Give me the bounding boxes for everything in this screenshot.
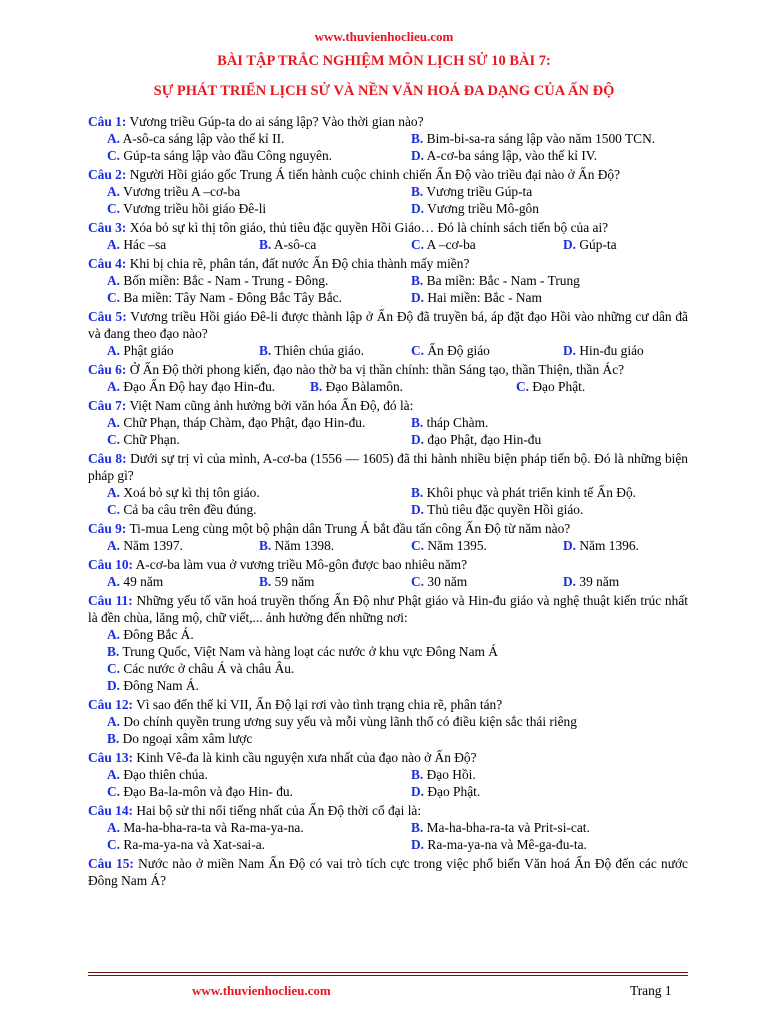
- answer-options: [88, 626, 688, 694]
- question-text: Việt Nam cũng ảnh hưởng bởi văn hóa Ấn Độ, đó là:: [129, 398, 414, 413]
- site-header-link[interactable]: www.thuvienhoclieu.com: [314, 29, 454, 44]
- answer-option[interactable]: [107, 660, 294, 677]
- question-text-line: [88, 166, 688, 183]
- question-text: A-cơ-ba làm vua ở vương triều Mô-gôn được bao nhiêu năm?: [135, 557, 468, 572]
- answer-option-letter: C.: [107, 661, 121, 676]
- answer-option-letter: D.: [563, 343, 577, 358]
- answer-option[interactable]: [107, 713, 577, 730]
- question-text-line: [88, 749, 688, 766]
- answer-option[interactable]: [516, 378, 585, 395]
- answer-option[interactable]: [411, 342, 563, 359]
- answer-options: [88, 414, 688, 448]
- question-text-line: [88, 397, 688, 414]
- answer-option-text: Đạo Hồi.: [426, 767, 476, 782]
- question-item: [88, 450, 688, 518]
- question-number: Câu 6:: [88, 362, 127, 377]
- answer-option-text: Phật giáo: [123, 343, 174, 358]
- answer-option-letter: C.: [411, 237, 425, 252]
- question-item: [88, 592, 688, 694]
- question-list: [88, 113, 688, 891]
- answer-option-letter: D.: [411, 837, 425, 852]
- answer-row: [107, 660, 688, 677]
- answer-option-text: A –cơ-ba: [426, 237, 476, 252]
- answer-option[interactable]: [107, 200, 411, 217]
- question-number: Câu 15:: [88, 856, 134, 871]
- answer-option-letter: B.: [259, 343, 272, 358]
- answer-option-text: Chữ Phạn.: [123, 432, 180, 447]
- question-text: Ti-mua Leng cùng một bộ phận dân Trung Á bắt đầu tấn công Ấn Độ từ năm nào?: [129, 521, 571, 536]
- answer-options: [88, 130, 688, 164]
- answer-option[interactable]: [107, 183, 411, 200]
- question-item: [88, 166, 688, 217]
- answer-options: [88, 766, 688, 800]
- question-text-line: [88, 361, 688, 378]
- answer-option-letter: A.: [107, 415, 121, 430]
- answer-option-letter: C.: [107, 432, 121, 447]
- answer-option-text: 39 năm: [579, 574, 620, 589]
- answer-options: [88, 573, 688, 590]
- answer-option[interactable]: [107, 414, 411, 431]
- answer-option-letter: A.: [107, 627, 121, 642]
- answer-option-letter: D.: [563, 574, 577, 589]
- answer-option-letter: C.: [516, 379, 530, 394]
- answer-option-text: Bốn miền: Bắc - Nam - Trung - Đông.: [123, 273, 329, 288]
- answer-option-text: Thiên chúa giáo.: [274, 343, 364, 358]
- answer-row: [107, 713, 688, 730]
- answer-option[interactable]: [411, 836, 587, 853]
- answer-row: [107, 272, 688, 289]
- answer-row: [107, 378, 688, 395]
- footer-site-link[interactable]: www.thuvienhoclieu.com: [192, 983, 331, 998]
- question-item: [88, 520, 688, 554]
- answer-option-letter: B.: [411, 131, 424, 146]
- answer-option[interactable]: [259, 537, 411, 554]
- answer-option-text: Ma-ha-bha-ra-ta và Ra-ma-ya-na.: [123, 820, 304, 835]
- answer-option-text: Hin-đu giáo: [579, 343, 644, 358]
- answer-option[interactable]: [411, 183, 532, 200]
- question-item: [88, 255, 688, 306]
- answer-option-text: Gúp-ta: [579, 237, 617, 252]
- answer-option-letter: B.: [411, 184, 424, 199]
- question-number: Câu 11:: [88, 593, 133, 608]
- answer-option-letter: A.: [107, 485, 121, 500]
- question-item: [88, 397, 688, 448]
- answer-option-text: Đông Bắc Á.: [123, 627, 194, 642]
- answer-option[interactable]: [411, 484, 636, 501]
- question-text-line: [88, 802, 688, 819]
- answer-option[interactable]: [107, 766, 411, 783]
- answer-option-letter: C.: [107, 502, 121, 517]
- answer-row: [107, 484, 688, 501]
- answer-row: [107, 537, 688, 554]
- answer-option-text: Vương triều hồi giáo Đê-li: [123, 201, 267, 216]
- question-number: Câu 2:: [88, 167, 127, 182]
- answer-option-letter: D.: [411, 432, 425, 447]
- page-number: Trang 1: [630, 983, 672, 998]
- answer-option[interactable]: [107, 501, 411, 518]
- answer-row: [107, 342, 688, 359]
- answer-option[interactable]: [411, 819, 590, 836]
- answer-option[interactable]: [107, 342, 259, 359]
- answer-option-letter: D.: [411, 290, 425, 305]
- answer-option[interactable]: [563, 342, 644, 359]
- answer-option-text: Ba miền: Bắc - Nam - Trung: [426, 273, 580, 288]
- answer-row: [107, 836, 688, 853]
- answer-row: [107, 200, 688, 217]
- question-item: [88, 113, 688, 164]
- question-text: Ở Ấn Độ thời phong kiến, đạo nào thờ ba vị thần chính: thần Sáng tạo, thần Thiện, thần Ác?: [129, 362, 625, 377]
- answer-option-letter: B.: [411, 820, 424, 835]
- answer-option-text: Ma-ha-bha-ra-ta và Prit-si-cat.: [426, 820, 590, 835]
- answer-option[interactable]: [310, 378, 516, 395]
- answer-option-text: Đạo Bàlamôn.: [325, 379, 403, 394]
- question-number: Câu 3:: [88, 220, 127, 235]
- answer-option[interactable]: [107, 573, 259, 590]
- answer-option-letter: A.: [107, 237, 121, 252]
- answer-option[interactable]: [411, 130, 655, 147]
- question-text: Vương triều Hồi giáo Đê-li được thành lập ở Ấn Độ đã truyền bá, áp đặt đạo Hồi vào những cư dân đã và đang theo đạo nào?: [88, 309, 688, 341]
- question-text: Kinh Vê-đa là kinh cầu nguyện xưa nhất của đạo nào ở Ấn Độ?: [136, 750, 477, 765]
- answer-options: [88, 378, 688, 395]
- answer-option-text: 30 năm: [427, 574, 468, 589]
- question-text: Hai bộ sử thi nổi tiếng nhất của Ấn Độ thời cổ đại là:: [136, 803, 422, 818]
- answer-option[interactable]: [411, 289, 542, 306]
- answer-option[interactable]: [107, 272, 411, 289]
- question-text-line: [88, 450, 688, 484]
- answer-option[interactable]: [259, 573, 411, 590]
- answer-option-letter: A.: [107, 379, 121, 394]
- answer-option-text: Đạo Phật.: [427, 784, 481, 799]
- answer-option-letter: A.: [107, 343, 121, 358]
- question-text: Những yếu tố văn hoá truyền thống Ấn Độ như Phật giáo và Hin-đu giáo và nghệ thuật kiến trúc nhất là đền chùa, lăng mộ, chữ viết,... ảnh hưởng đến những nơi:: [88, 593, 688, 625]
- answer-option-text: đạo Phật, đạo Hin-đu: [427, 432, 542, 447]
- answer-option[interactable]: [411, 766, 476, 783]
- answer-option-text: Đạo Phật.: [532, 379, 586, 394]
- answer-option-text: Năm 1395.: [427, 538, 487, 553]
- question-item: [88, 361, 688, 395]
- answer-option-letter: A.: [107, 767, 121, 782]
- question-text: Khi bị chia rẽ, phân tán, đất nước Ấn Độ chia thành mấy miền?: [129, 256, 470, 271]
- answer-option-letter: D.: [411, 201, 425, 216]
- answer-option-text: Vương triều A –cơ-ba: [123, 184, 241, 199]
- answer-option-letter: A.: [107, 574, 121, 589]
- answer-option[interactable]: [107, 819, 411, 836]
- answer-option-letter: D.: [411, 502, 425, 517]
- answer-option-text: Xoá bỏ sự kì thị tôn giáo.: [123, 485, 260, 500]
- answer-options: [88, 537, 688, 554]
- answer-option[interactable]: [411, 236, 563, 253]
- answer-option[interactable]: [107, 431, 411, 448]
- answer-option[interactable]: [563, 573, 619, 590]
- answer-option-letter: B.: [310, 379, 323, 394]
- question-number: Câu 10:: [88, 557, 134, 572]
- question-item: [88, 855, 688, 889]
- answer-option-text: Do chính quyền trung ương suy yếu và mỗi vùng lãnh thổ có điều kiện sắc thái riêng: [123, 714, 577, 729]
- answer-options: [88, 484, 688, 518]
- answer-option-letter: B.: [411, 485, 424, 500]
- answer-row: [107, 236, 688, 253]
- answer-option-text: A-cơ-ba sáng lập, vào thế kỉ IV.: [426, 148, 598, 163]
- answer-row: [107, 501, 688, 518]
- answer-option-text: tháp Chàm.: [426, 415, 489, 430]
- answer-option-text: Vương triều Gúp-ta: [426, 184, 533, 199]
- answer-option-letter: B.: [107, 644, 120, 659]
- answer-option-text: A-sô-ca: [273, 237, 317, 252]
- answer-option[interactable]: [107, 730, 252, 747]
- question-item: [88, 696, 688, 747]
- answer-option-letter: B.: [411, 273, 424, 288]
- answer-option[interactable]: [107, 643, 498, 660]
- answer-row: [107, 626, 688, 643]
- answer-option[interactable]: [411, 147, 597, 164]
- footer-divider: [88, 972, 688, 976]
- answer-option-letter: B.: [259, 538, 272, 553]
- answer-option-letter: D.: [563, 237, 577, 252]
- question-text-line: [88, 113, 688, 130]
- answer-option-text: Đạo Ấn Độ hay đạo Hin-đu.: [123, 379, 276, 394]
- question-text-line: [88, 308, 688, 342]
- answer-option-text: Ba miền: Tây Nam - Đông Bắc Tây Bắc.: [123, 290, 342, 305]
- answer-option[interactable]: [411, 537, 563, 554]
- answer-option-text: Bim-bi-sa-ra sáng lập vào năm 1500 TCN.: [426, 131, 656, 146]
- answer-option[interactable]: [107, 677, 199, 694]
- question-text-line: [88, 592, 688, 626]
- answer-option-text: Hác –sa: [123, 237, 167, 252]
- question-text-line: [88, 855, 688, 889]
- question-text: Dưới sự trị vì của mình, A-cơ-ba (1556 — 1605) đã thi hành nhiều biện pháp tiến bộ. Đó là những biện pháp gì?: [88, 451, 688, 483]
- answer-option[interactable]: [107, 484, 411, 501]
- question-item: [88, 556, 688, 590]
- answer-options: [88, 713, 688, 747]
- answer-option-letter: B.: [411, 767, 424, 782]
- answer-option[interactable]: [411, 414, 488, 431]
- answer-row: [107, 147, 688, 164]
- answer-option-letter: C.: [411, 574, 425, 589]
- answer-option-letter: D.: [411, 784, 425, 799]
- answer-option-letter: A.: [107, 273, 121, 288]
- answer-option[interactable]: [107, 130, 411, 147]
- answer-option[interactable]: [411, 783, 480, 800]
- answer-row: [107, 783, 688, 800]
- question-item: [88, 219, 688, 253]
- answer-option[interactable]: [411, 431, 541, 448]
- answer-option-letter: C.: [107, 784, 121, 799]
- answer-option[interactable]: [107, 836, 411, 853]
- answer-options: [88, 272, 688, 306]
- question-number: Câu 14:: [88, 803, 134, 818]
- question-number: Câu 13:: [88, 750, 134, 765]
- answer-option[interactable]: [107, 783, 411, 800]
- answer-option[interactable]: [107, 289, 411, 306]
- answer-row: [107, 431, 688, 448]
- answer-option-text: Trung Quốc, Việt Nam và hàng loạt các nước ở khu vực Đông Nam Á: [122, 644, 498, 659]
- answer-option[interactable]: [563, 537, 639, 554]
- answer-option-letter: C.: [107, 837, 121, 852]
- answer-option-letter: B.: [411, 415, 424, 430]
- answer-option-text: Vương triều Mô-gôn: [427, 201, 539, 216]
- answer-option[interactable]: [107, 626, 194, 643]
- answer-option[interactable]: [107, 537, 259, 554]
- answer-option-text: Năm 1396.: [579, 538, 639, 553]
- answer-option-text: Các nước ở châu Á và châu Âu.: [123, 661, 295, 676]
- answer-row: [107, 766, 688, 783]
- question-item: [88, 802, 688, 853]
- question-text-line: [88, 219, 688, 236]
- answer-option-letter: C.: [107, 201, 121, 216]
- answer-option-text: Ấn Độ giáo: [427, 343, 490, 358]
- question-text: Vương triều Gúp-ta do ai sáng lập? Vào thời gian nào?: [129, 114, 424, 129]
- answer-option-text: Khôi phục và phát triển kinh tế Ấn Độ.: [426, 485, 637, 500]
- question-number: Câu 4:: [88, 256, 127, 271]
- answer-option-letter: A.: [107, 131, 121, 146]
- answer-option-text: Năm 1398.: [274, 538, 335, 553]
- answer-row: [107, 289, 688, 306]
- answer-row: [107, 183, 688, 200]
- question-text: Xóa bỏ sự kì thị tôn giáo, thủ tiêu đặc quyền Hồi Giáo… Đó là chính sách tiến bộ của ai?: [129, 220, 609, 235]
- answer-option-text: Do ngoại xâm xâm lược: [122, 731, 253, 746]
- answer-row: [107, 643, 688, 660]
- answer-option[interactable]: [259, 236, 411, 253]
- answer-option-letter: B.: [107, 731, 120, 746]
- answer-option-text: Cả ba câu trên đều đúng.: [123, 502, 257, 517]
- question-number: Câu 8:: [88, 451, 127, 466]
- answer-option[interactable]: [107, 378, 310, 395]
- answer-option-text: Gúp-ta sáng lập vào đầu Công nguyên.: [123, 148, 333, 163]
- answer-option[interactable]: [411, 501, 583, 518]
- answer-row: [107, 414, 688, 431]
- answer-row: [107, 819, 688, 836]
- answer-option-letter: C.: [107, 148, 121, 163]
- answer-option-text: Ra-ma-ya-na và Mê-ga-đu-ta.: [427, 837, 587, 852]
- answer-option-letter: A.: [107, 820, 121, 835]
- answer-option-text: A-sô-ca sáng lập vào thế kỉ II.: [122, 131, 285, 146]
- answer-row: [107, 130, 688, 147]
- answer-option-text: Đạo Ba-la-môn và đạo Hin- đu.: [123, 784, 293, 799]
- question-text-line: [88, 255, 688, 272]
- answer-options: [88, 819, 688, 853]
- answer-row: [107, 677, 688, 694]
- answer-option-letter: C.: [411, 538, 425, 553]
- answer-options: [88, 183, 688, 217]
- question-number: Câu 5:: [88, 309, 127, 324]
- answer-options: [88, 236, 688, 253]
- answer-option-letter: D.: [411, 148, 425, 163]
- question-item: [88, 749, 688, 800]
- document-title: BÀI TẬP TRẮC NGHIỆM MÔN LỊCH SỬ 10 BÀI 7:: [217, 53, 551, 69]
- question-number: Câu 9:: [88, 521, 127, 536]
- answer-option-letter: A.: [107, 538, 121, 553]
- answer-option-text: 59 năm: [274, 574, 315, 589]
- answer-row: [107, 730, 688, 747]
- question-number: Câu 12:: [88, 697, 134, 712]
- answer-option-text: Ra-ma-ya-na và Xat-sai-a.: [123, 837, 266, 852]
- answer-option-letter: A.: [107, 184, 121, 199]
- question-text: Vì sao đến thế kỉ VII, Ấn Độ lại rơi vào tình trạng chia rẽ, phân tán?: [136, 697, 503, 712]
- answer-option-letter: C.: [411, 343, 425, 358]
- question-number: Câu 1:: [88, 114, 127, 129]
- answer-option-letter: B.: [259, 574, 272, 589]
- answer-option[interactable]: [411, 200, 539, 217]
- question-item: [88, 308, 688, 359]
- answer-option[interactable]: [107, 236, 259, 253]
- answer-option-letter: B.: [259, 237, 272, 252]
- answer-option-text: 49 năm: [123, 574, 164, 589]
- answer-option[interactable]: [259, 342, 411, 359]
- question-text: Người Hồi giáo gốc Trung Á tiến hành cuộc chinh chiến Ấn Độ vào triều đại nào ở Ấn Độ?: [129, 167, 621, 182]
- answer-option[interactable]: [563, 236, 617, 253]
- answer-option-text: Đạo thiên chúa.: [123, 767, 208, 782]
- answer-row: [107, 573, 688, 590]
- answer-option[interactable]: [107, 147, 411, 164]
- answer-option[interactable]: [411, 573, 563, 590]
- answer-option-text: Hai miền: Bắc - Nam: [427, 290, 542, 305]
- answer-option-letter: C.: [107, 290, 121, 305]
- question-text-line: [88, 556, 688, 573]
- question-text-line: [88, 520, 688, 537]
- answer-option[interactable]: [411, 272, 580, 289]
- answer-option-text: Chữ Phạn, tháp Chàm, đạo Phật, đạo Hin-đu.: [123, 415, 366, 430]
- answer-option-letter: D.: [563, 538, 577, 553]
- answer-option-letter: D.: [107, 678, 121, 693]
- answer-options: [88, 342, 688, 359]
- question-text-line: [88, 696, 688, 713]
- question-text: Nước nào ở miền Nam Ấn Độ có vai trò tích cực trong việc phổ biến Văn hoá Ấn Độ đến các nước Đông Nam Á?: [88, 856, 688, 888]
- document-subtitle: SỰ PHÁT TRIỂN LỊCH SỬ VÀ NỀN VĂN HOÁ ĐA DẠNG CỦA ẤN ĐỘ: [153, 83, 615, 99]
- question-number: Câu 7:: [88, 398, 127, 413]
- answer-option-letter: A.: [107, 714, 121, 729]
- answer-option-text: Thủ tiêu đặc quyền Hồi giáo.: [427, 502, 584, 517]
- answer-option-text: Đông Nam Á.: [123, 678, 199, 693]
- answer-option-text: Năm 1397.: [123, 538, 183, 553]
